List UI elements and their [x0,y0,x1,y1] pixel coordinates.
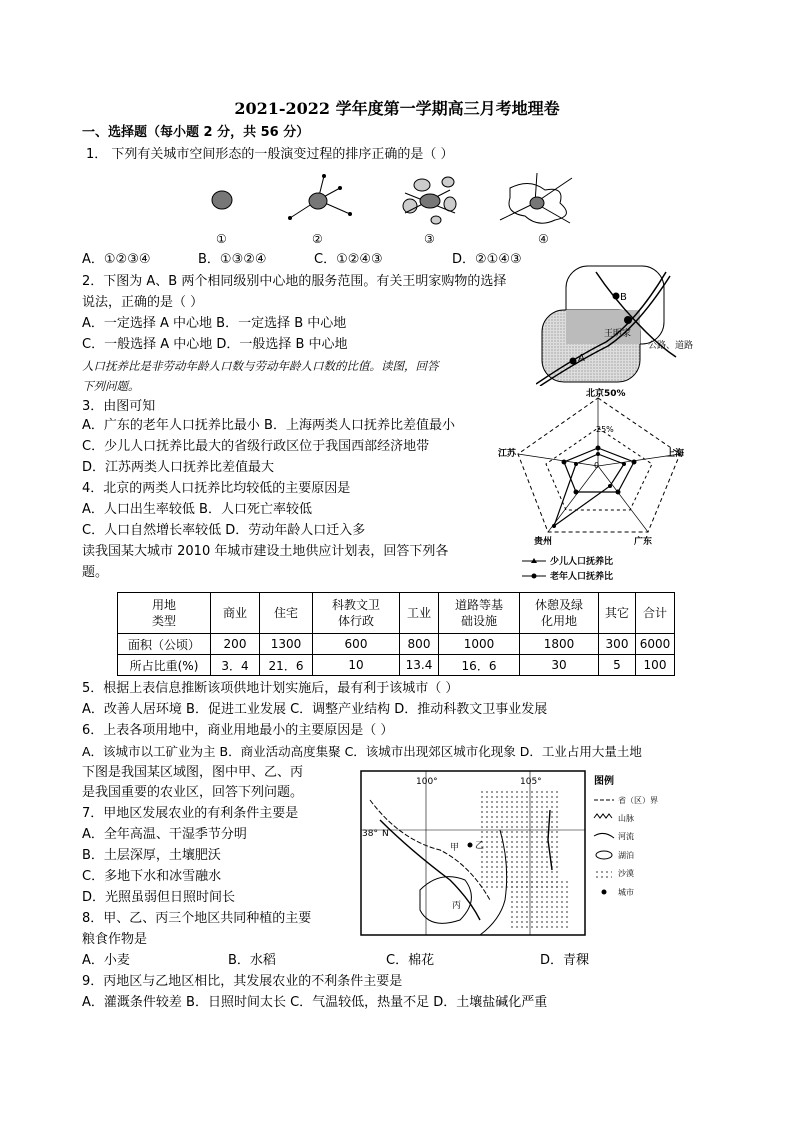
q7-option-a: A．全年高温、干湿季节分明 [82,827,247,842]
axis-guizhou: 贵州 [534,537,553,547]
q2-stem-1: 2．下图为 A、B 两个相同级别中心地的服务范围。有关王明家购物的选择 [82,274,507,289]
table-header-cell: 工业 [400,593,439,634]
q1-option-c: C．①②④③ [314,252,383,267]
table-cell: 800 [400,634,439,655]
axis-beijing: 北京50% [586,389,626,399]
table-cell: 100 [636,655,675,676]
table-cell: 21．6 [260,655,313,676]
q9-stem: 9．丙地区与乙地区相比，其发展农业的不利条件主要是 [82,974,403,989]
q5-options: A．改善人居环境 B．促进工业发展 C．调整产业结构 D．推动科教文卫事业发展 [82,702,548,717]
q8-option-b: B．水稻 [228,953,276,968]
legend-river: 河流 [618,832,634,841]
table-header-cell: 道路等基 础设施 [439,593,520,634]
legend-mountain: 山脉 [618,814,634,823]
lon-105: 105° [520,777,542,787]
map-intro-2: 是我国重要的农业区，回答下列问题。 [82,785,304,800]
axis-jiangsu: 江苏 [498,449,517,459]
table-cell: 5 [599,655,636,676]
map-intro-1: 下图是我国某区域图，图中甲、乙、丙 [82,765,304,780]
region-map [360,770,660,936]
q8-option-d: D．青稞 [540,953,590,968]
table-cell: 所占比重(%) [118,655,211,676]
q1-option-d: D．②①④③ [452,252,522,267]
q8-stem-1: 8．甲、乙、丙三个地区共同种植的主要 [82,911,312,926]
q2-options-cd: C．一般选择 A 中心地 D．一般选择 B 中心地 [82,337,348,352]
region-jia: 甲 [450,843,460,853]
table-cell: 1800 [520,634,599,655]
q8-stem-2: 粮食作物是 [82,932,148,947]
table-cell: 300 [599,634,636,655]
ring-25: 25% [596,425,614,434]
legend-title: 图例 [594,776,614,787]
center-a-label: A [578,353,585,364]
home-label: 王明家 [604,329,632,339]
lon-100: 100° [416,777,438,787]
legend-child: 少儿人口抚养比 [550,557,614,567]
q3-option-c: C．少儿人口抚养比最大的省级行政区位于我国西部经济地带 [82,439,430,454]
table-header-cell: 其它 [599,593,636,634]
table-cell: 3．4 [211,655,260,676]
table-cell: 16．6 [439,655,520,676]
table-header-cell: 住宅 [260,593,313,634]
road-label: 公路、道路 [648,341,694,351]
q1-option-a: A．①②③④ [82,252,151,267]
q2-options-ab: A．一定选择 A 中心地 B．一定选择 B 中心地 [82,316,347,331]
radar-intro-2: 下列问题。 [82,379,140,393]
q1-option-b: B．①③②④ [198,252,267,267]
q2-stem-2: 说法，正确的是（ ） [82,295,204,310]
table-cell: 200 [211,634,260,655]
table-intro-1: 读我国某大城市 2010 年城市建设土地供应计划表，回答下列各 [82,544,449,559]
table-cell: 面积（公顷） [118,634,211,655]
table-header-cell: 商业 [211,593,260,634]
q8-option-c: C．棉花 [386,953,435,968]
q7-option-c: C．多地下水和冰雪融水 [82,869,222,884]
region-bing: 丙 [452,901,462,911]
legend-city: 城市 [618,888,634,897]
q7-option-d: D．光照虽弱但日照时间长 [82,890,236,905]
city-form-figure [200,168,580,248]
axis-shanghai: 上海 [666,449,685,459]
q4-stem: 4．北京的两类人口抚养比均较低的主要原因是 [82,481,351,496]
table-header-cell: 科教文卫 体行政 [313,593,400,634]
table-cell: 13.4 [400,655,439,676]
q8-option-a: A．小麦 [82,953,130,968]
q3-options-ab: A．广东的老年人口抚养比最小 B．上海两类人口抚养比差值最小 [82,418,455,433]
page-title: 2021-2022 学年度第一学期高三月考地理卷 [234,99,560,118]
table-row [118,634,675,655]
axis-guangdong: 广东 [634,537,653,547]
legend-desert: 沙漠 [618,869,634,878]
table-row [118,655,675,676]
q6-stem: 6．上表各项用地中，商业用地最小的主要原因是（ ） [82,723,394,738]
fig-label-3: ③ [424,232,435,246]
service-area-map [536,262,716,386]
fig-label-4: ④ [538,232,549,246]
lat-38: 38° [362,829,378,839]
table-header-cell: 休憩及绿 化用地 [520,593,599,634]
q4-options-ab: A．人口出生率较低 B．人口死亡率较低 [82,502,312,517]
north-label: N [382,829,389,839]
table-cell: 10 [313,655,400,676]
fig-label-1: ① [216,232,227,246]
table-cell: 30 [520,655,599,676]
q3-stem: 3．由图可知 [82,399,156,414]
section-heading: 一、选择题（每小题 2 分，共 56 分） [82,125,310,140]
table-header-cell: 用地 类型 [118,593,211,634]
q6-options: A．该城市以工矿业为主 B．商业活动高度集聚 C．该城市出现郊区城市化现象 D．工业占用大量土地 [82,744,642,759]
legend-boundary: 省（区）界 [618,796,658,805]
table-intro-2: 题。 [82,565,109,580]
fig-label-2: ② [312,232,323,246]
table-header-cell: 合计 [636,593,675,634]
table-cell: 1300 [260,634,313,655]
radar-intro-1: 人口抚养比是非劳动年龄人口数与劳动年龄人口数的比值。读图，回答 [82,359,439,373]
table-header-row [118,593,675,634]
legend-lake: 湖泊 [618,851,634,860]
legend-elderly: 老年人口抚养比 [550,572,614,582]
table-cell: 6000 [636,634,675,655]
ring-0: 0 [594,461,600,470]
center-b-label: B [620,292,627,303]
region-yi: 乙 [475,841,485,851]
land-supply-table [117,592,675,676]
table-cell: 1000 [439,634,520,655]
q4-options-cd: C．人口自然增长率较低 D．劳动年龄人口迁入多 [82,523,366,538]
q7-stem: 7．甲地区发展农业的有利条件主要是 [82,806,299,821]
q1-stem: 1． 下列有关城市空间形态的一般演变过程的排序正确的是（ ） [86,147,454,162]
q7-option-b: B．土层深厚，土壤肥沃 [82,848,221,863]
q3-option-d: D．江苏两类人口抚养比差值最大 [82,460,275,475]
q9-options: A．灌溉条件较差 B．日照时间太长 C．气温较低，热量不足 D．土壤盐碱化严重 [82,995,548,1010]
q5-stem: 5．根据上表信息推断该项供地计划实施后，最有利于该城市（ ） [82,681,459,696]
dependency-ratio-radar [494,386,694,586]
table-cell: 600 [313,634,400,655]
